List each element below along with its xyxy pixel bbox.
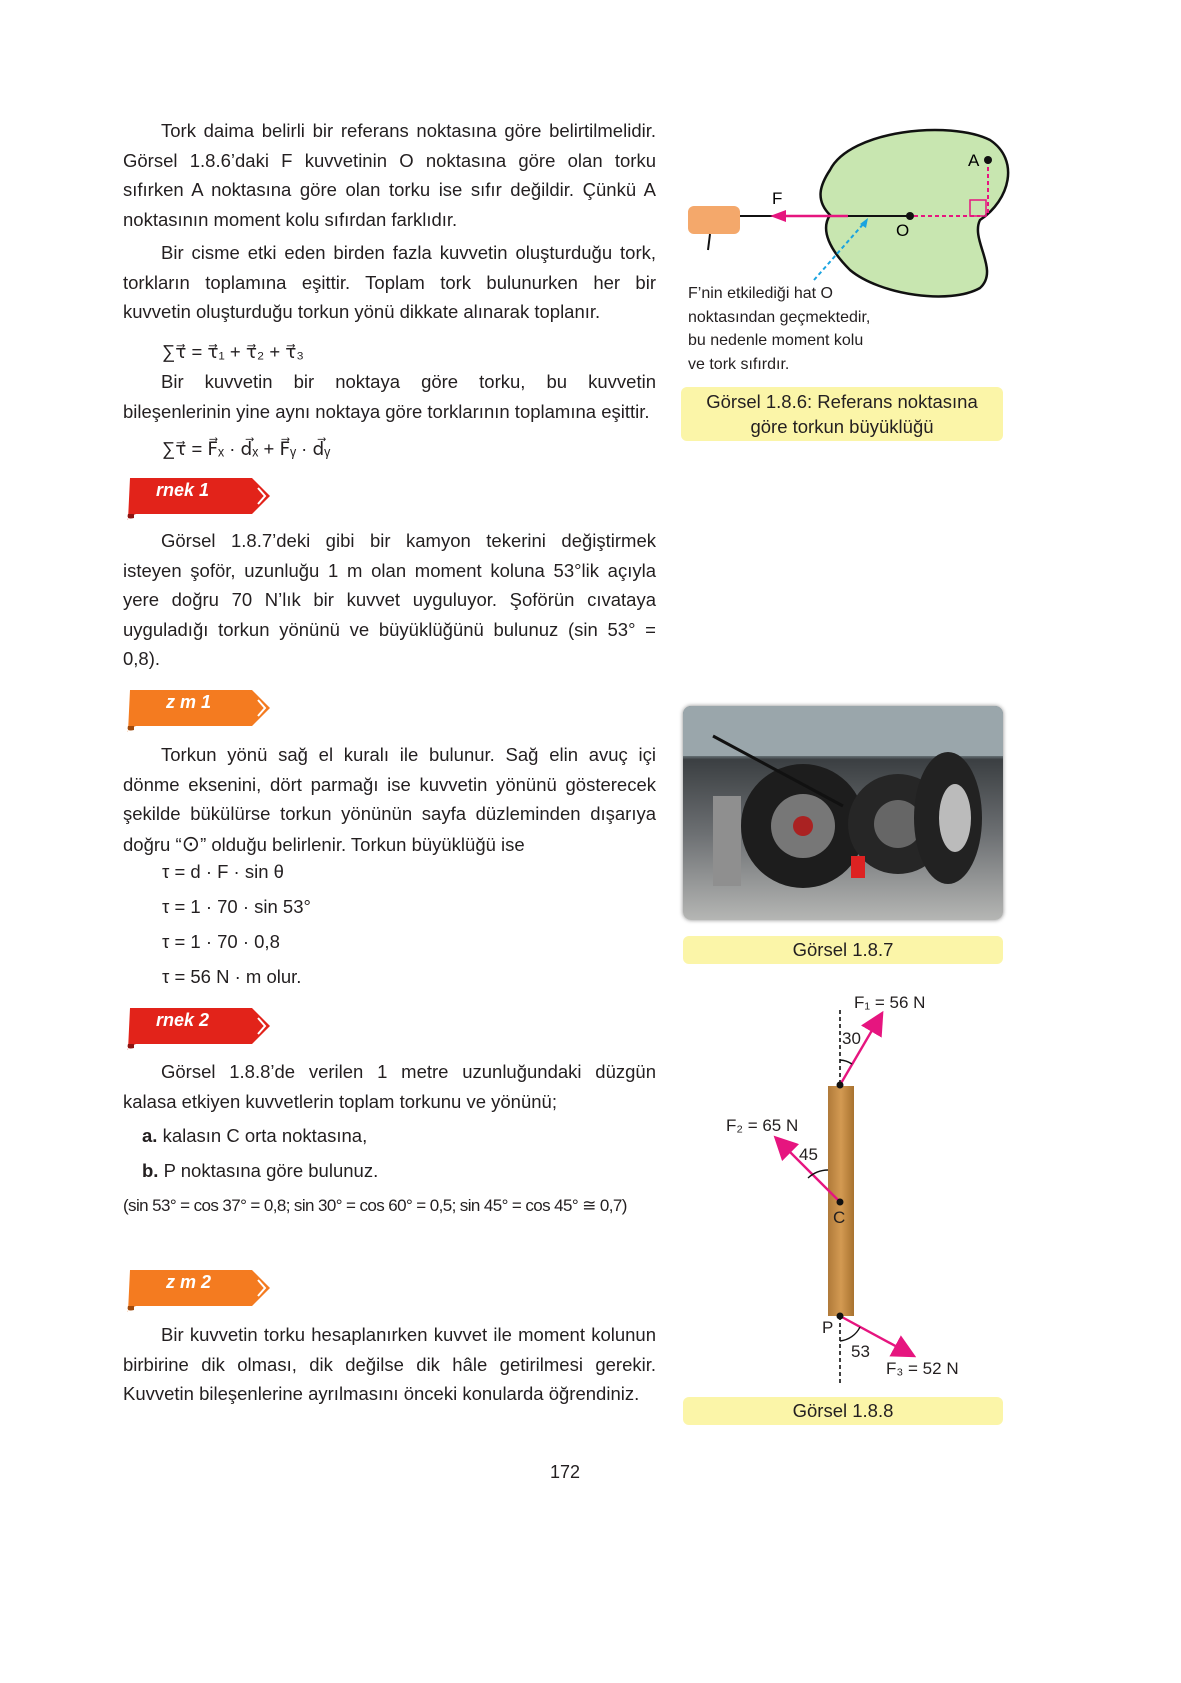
calc-step-3: τ = 1 · 70 · 0,8 [162,931,280,952]
page-number: 172 [549,1462,581,1482]
point-O-label: O [896,221,910,240]
text: Görsel 1.8.7’deki gibi bir kamyon tekerini değiştirmek isteyen şoför, uzunluğu 1 m olan moment koluna 53°lik açıyla yere doğru 70 N’lık bir kuvvet uyguluyor. Şoförün cıvataya uyguladığı torkun yönünü ve büyüklüğünü bulunuz (sin 53° = 0,8). [123,530,656,669]
paragraph-reference-point [123,116,656,234]
example-2-banner [124,1004,270,1046]
force-arrowhead [770,210,786,222]
example-2-text [123,1057,656,1116]
equation-components: ∑τ⃗ = F⃗ₓ · d⃗ₓ + F⃗ᵧ · d⃗ᵧ [162,438,331,459]
text: Tork daima belirli bir referans noktasına göre belirtilmelidir. Görsel 1.8.6’daki F kuvvetinin O noktasına göre olan torku sıfırken A noktasına göre olan torku ise sıfır değildir. Çünkü A noktasının moment kolu sıfırdan farklıdır. [123,120,656,230]
text: kalasın C orta noktasına, [157,1125,368,1146]
text: Bir kuvvetin torku hesaplanırken kuvvet ile moment kolunun birbirine dik olması, dik değilse dik hâle getirilmesi gerekir. Kuvvetin bileşenlerine ayrılmasını önceki konularda öğrendiniz. [123,1324,656,1404]
force-label-F: F [772,189,783,208]
force-F2-label: F₂ = 65 N [726,1116,799,1135]
angle-53-label: 53 [851,1342,870,1361]
hand-icon [688,206,740,250]
text: Torkun yönü sağ el kuralı ile bulunur. Sağ elin avuç içi dönme eksenini, dört parmağı ise kuvvetin yönünü gösterecek şekilde bükülürse torkun yönünün sayfa düzleminden dışarıya doğru “ [123,744,656,855]
figure-1-8-6-caption [681,387,1003,441]
example-2-part-b [142,1156,675,1186]
figure-1-8-6-diagram [680,120,1020,300]
figure-1-8-8-caption: Görsel 1.8.8 [683,1397,1003,1425]
note-line: F’nin etkilediği hat O [688,285,833,302]
solution-2-text [123,1320,656,1409]
caption-line: göre torkun büyüklüğü [750,416,934,437]
note-line: ve tork sıfırdır. [688,355,790,373]
text: ” olduğu belirlenir. Torkun büyüklüğü ise [200,833,525,855]
given-values: (sin 53° = cos 37° = 0,8; sin 30° = cos 60° = 0,5; sin 45° = cos 45° ≅ 0,7) [123,1196,627,1215]
example-2-label: rnek 2 [156,1010,210,1030]
caption-line: Görsel 1.8.6: Referans noktasına [706,391,978,412]
example-2-part-a [142,1121,675,1151]
point-C-label: C [833,1208,846,1227]
note-line: noktasından geçmektedir, [688,308,871,326]
text: Görsel 1.8.8’de verilen 1 metre uzunluğundaki düzgün kalasa etkiyen kuvvetlerin toplam torkunu ve yönünü; [123,1061,656,1112]
example-1-banner [124,474,270,516]
equation-sum-torque: ∑τ⃗ = τ⃗₁ + τ⃗₂ + τ⃗₃ [162,341,304,362]
out-of-page-symbol: ⊙ [181,830,201,856]
note-line: bu nedenle moment kolu [688,332,864,349]
part-label: b. [142,1160,159,1181]
text: P noktasına göre bulunuz. [158,1160,379,1181]
part-label: a. [142,1125,158,1146]
point-P-label: P [822,1318,834,1337]
force-F1-arrow [840,1015,881,1085]
point-A-label: A [968,151,980,170]
solution-1-label: z m 1 [166,692,212,712]
angle-45-label: 45 [799,1145,818,1164]
solution-2-label: z m 2 [166,1272,212,1292]
figure-1-8-8-diagram [700,980,1000,1390]
paragraph-components [123,367,656,426]
rigid-body [821,130,1009,296]
calc-result: τ = 56 N · m olur. [162,966,302,987]
figure-1-8-6-note [688,282,908,376]
force-F3-label: F₃ = 52 N [886,1359,959,1378]
figure-1-8-7-caption: Görsel 1.8.7 [683,936,1003,964]
example-1-text [123,526,656,674]
solution-1-banner [124,686,270,728]
paragraph-total-torque [123,238,656,327]
example-1-label: rnek 1 [156,480,210,500]
force-F1-label: F₁ = 56 N [854,993,926,1012]
solution-1-text [123,740,656,859]
solution-2-banner [124,1266,270,1308]
truck-tire-photo [683,706,1003,920]
calc-step-1: τ = d · F · sin θ [162,861,284,882]
angle-30-label: 30 [842,1029,861,1048]
text: Bir kuvvetin bir noktaya göre torku, bu kuvvetin bileşenlerinin yine aynı noktaya göre torklarının toplamına eşittir. [123,371,656,422]
calc-step-2: τ = 1 · 70 · sin 53° [162,896,311,917]
text: Bir cisme etki eden birden fazla kuvvetin oluşturduğu tork, torkların toplamına eşittir. Toplam tork bulunurken her bir kuvvetin oluşturduğu torkun yönü dikkate alınarak toplanır. [123,242,656,322]
